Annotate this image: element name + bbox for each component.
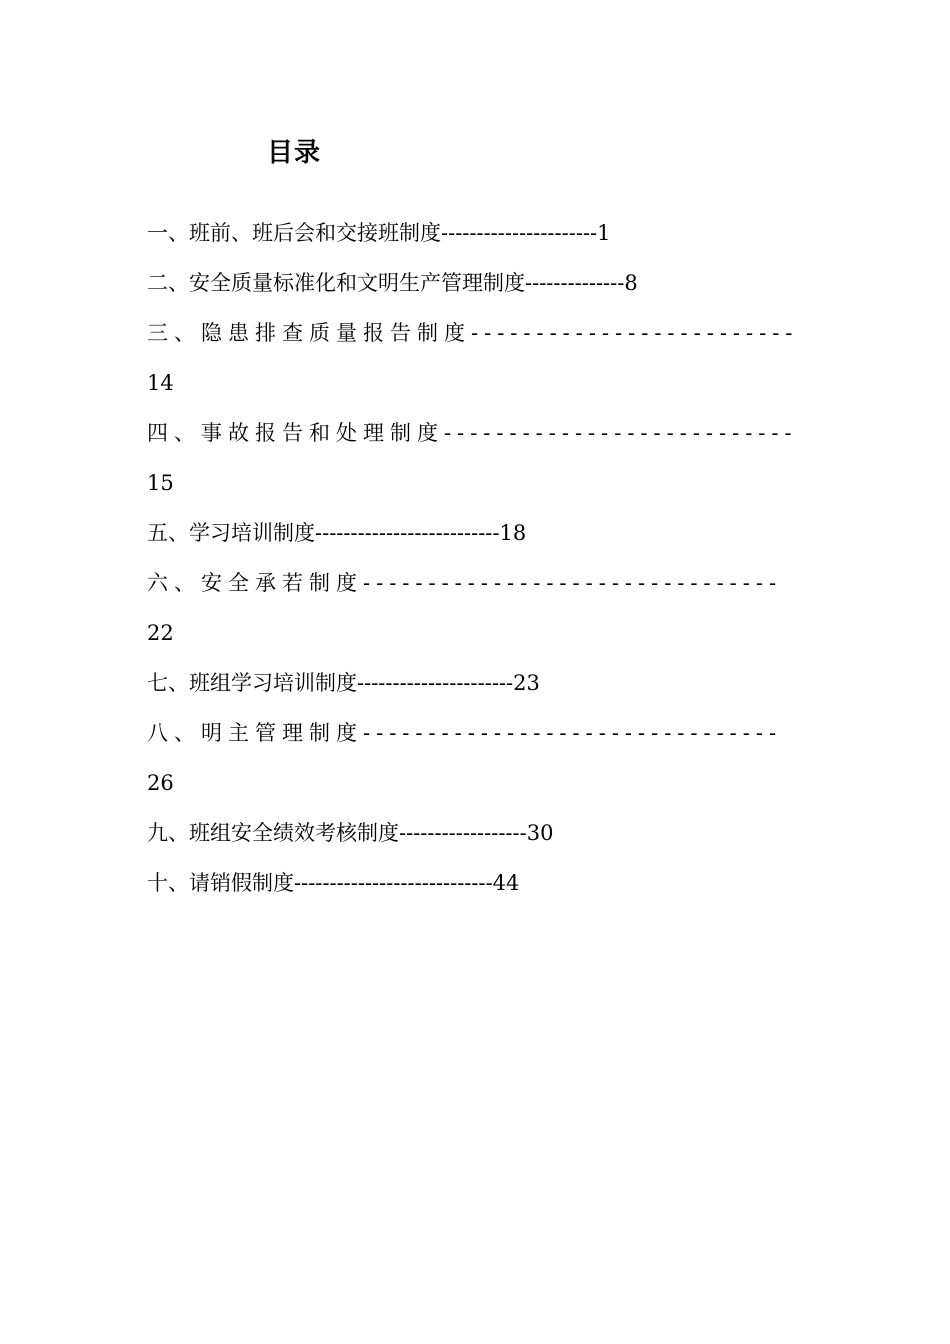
toc-entry-text: 五、学习培训制度--------------------------18 [147, 521, 527, 545]
toc-entry [147, 808, 812, 858]
toc-entry [147, 258, 812, 308]
toc-entry-text: 十、请销假制度----------------------------44 [147, 871, 520, 895]
table-of-contents [147, 208, 812, 908]
toc-entry [147, 308, 812, 358]
toc-entry [147, 208, 812, 258]
toc-entry-text: 七、班组学习培训制度----------------------23 [147, 671, 540, 695]
toc-entry [147, 658, 812, 708]
toc-entry [147, 508, 812, 558]
toc-entry-page-number: 22 [147, 621, 174, 645]
page-title: 目录 [267, 138, 322, 168]
toc-entry-text: 六、安全承若制度-------------------------------- [147, 571, 783, 595]
toc-entry-text: 一、班前、班后会和交接班制度----------------------1 [147, 221, 611, 245]
toc-entry-text: 四、事故报告和处理制度--------------------------- [147, 421, 798, 445]
toc-entry [147, 408, 812, 458]
toc-entry-text: 八、明主管理制度-------------------------------- [147, 721, 783, 745]
toc-entry-text: 三、隐患排查质量报告制度------------------------- [147, 321, 799, 345]
toc-entry-page-number: 14 [147, 371, 174, 395]
toc-entry-page-number: 26 [147, 771, 174, 795]
toc-entry-text: 九、班组安全绩效考核制度------------------30 [147, 821, 554, 845]
toc-entry [147, 558, 812, 608]
toc-entry-page-number: 15 [147, 471, 174, 495]
toc-entry-text: 二、安全质量标准化和文明生产管理制度--------------8 [147, 271, 638, 295]
toc-entry [147, 858, 812, 908]
toc-entry [147, 708, 812, 758]
